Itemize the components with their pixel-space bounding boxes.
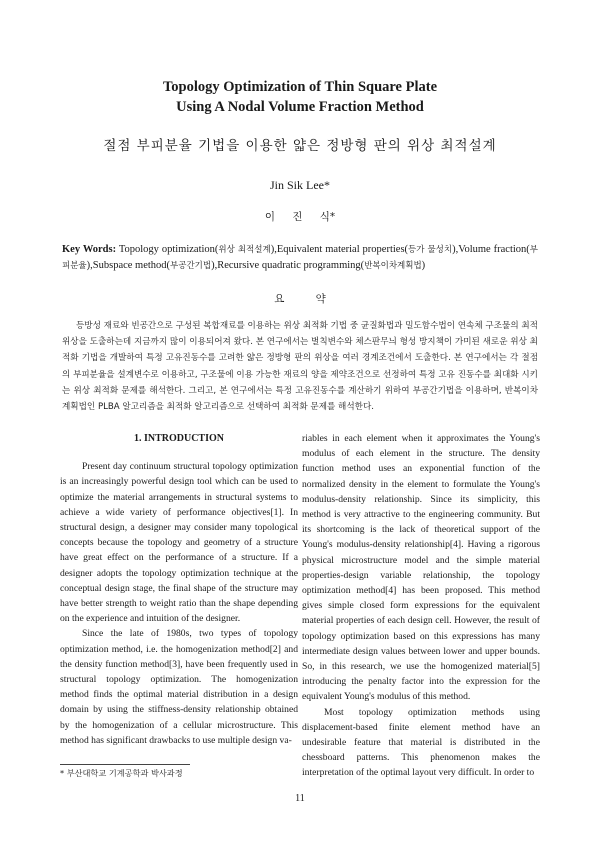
title-line-2: Using A Nodal Volume Fraction Method [176, 99, 424, 115]
keyword-korean: 부피분율 [62, 245, 538, 271]
keywords-text: ),Equivalent material properties( [270, 244, 409, 255]
title-line-1: Topology Optimization of Thin Square Plate [162, 79, 438, 95]
keyword-korean: 등가 물성치 [408, 245, 453, 255]
body-paragraph: Since the late of 1980s, two types of topology optimization method, i.e. the homogenization method[2] and the density function method[3], have been frequently used in structural topology optimization. The homogenization method finds the optimal material distribution in a design domain by using the stiffness-density relationship obtained by the homogenization of a cellular microstructure. This method has significant drawbacks to use multiple design va- [60, 628, 298, 746]
page-number: 11 [295, 793, 305, 804]
keywords-text: ) [421, 260, 426, 271]
keyword-korean: 반복이차계획법 [364, 261, 422, 271]
footnote-divider [60, 764, 190, 765]
footnote: * 부산대학교 기계공학과 박사과정 [60, 768, 183, 778]
left-column [60, 431, 298, 748]
abstract-text: 등방성 재료와 빈공간으로 구성된 복합재료를 이용하는 위상 최적화 기법 중 균질화법과 밀도함수법이 연속체 구조물의 최적위상을 도출하는데 지금까지 많이 이용되어져 왔다. 본 연구에서는 벌칙변수와 체스판무늬 형성 방지책이 가미된 새로운 위상 최적화 기법을 개발하여 특정 고유진동수를 고려한 얇은 정방형 판의 위상을 여러 경계조건에서 도출한다. 본 연구에서는 각 절점의 부피분율을 설계변수로 이용하고, 구조물에 이용 가능한 재료의 양을 제약조건으로 선정하여 특정 고유 진동수를 최대화 시키는 위상 최적화 문제를 해석한다. 그리고, 본 연구에서는 특정 고유진동수를 계산하기 위하여 부공간기법을 이용하며, 반복이차계획법인 PLBA 알고리즘을 최적화 알고리즘으로 선택하여 최적화 문제를 해석한다. [62, 321, 538, 413]
body-paragraph: Most topology optimization methods using displacement-based finite element method have an undesirable feature that material is distributed in the chessboard patterns. This phenomenon makes the interpretation of the optimal layout very difficult. In order to [302, 706, 540, 779]
keywords-label: Key Words: [62, 244, 117, 255]
author-korean-name: 이 진 식* [264, 211, 336, 223]
section-heading: 1. INTRODUCTION [133, 433, 224, 444]
keywords-text: ),Subspace method( [86, 260, 171, 271]
abstract-heading: 요 약 [274, 293, 326, 305]
keyword-korean: 부공간기법 [170, 261, 212, 271]
body-paragraph: riables in each element when it approximates the Young's modulus of each element in the structure. The density function method uses an exponential function of the normalized density in the element to formulate the Young's modulus-density relationship. Since its simplicity, this method is very attractive to the engineering community. But its shortcoming is the lack of theoretical support of the Young's modulus-density relationship[4]. Having a rigorous physical microstructure model and the simple material properties-design variable relationship, the topology optimization method[4] has been proposed. This method gives simple closed form expressions for the equivalent material properties of each design cell. However, the result of topology optimization based on this expressions has many intermediate design values between lower and upper bounds. So, in this research, we use the homogenized material[5] introducing the penalty factor into the expression for the equivalent Young's modulus of this method. [302, 433, 540, 703]
author-name: Jin Sik Lee* [270, 178, 330, 192]
keywords-text: ),Volume fraction( [452, 244, 530, 255]
keywords-text: Topology optimization( [116, 244, 219, 255]
keywords [62, 242, 538, 274]
keywords-text: ),Recursive quadratic programming( [211, 260, 365, 271]
right-column [302, 431, 540, 781]
body-paragraph: Present day continuum structural topology optimization is an increasingly powerful design tool which can be used to optimize the material arrangements in structural systems to achieve a wide variety of performance objectives[1]. In structural design, a designer may consider many topological concepts because the topology and geometry of a structure have great effect on the performance of a structure. If a designer adopts the topology optimization technique at the conceptual design stage, the final shape of the structure may have better strength to weight ratio than the shape depending on the experience and intuition of the designer. [60, 461, 298, 625]
keyword-korean: 위상 최적설계 [218, 245, 271, 255]
korean-title: 절점 부피분율 기법을 이용한 얇은 정방형 판의 위상 최적설계 [103, 138, 497, 154]
